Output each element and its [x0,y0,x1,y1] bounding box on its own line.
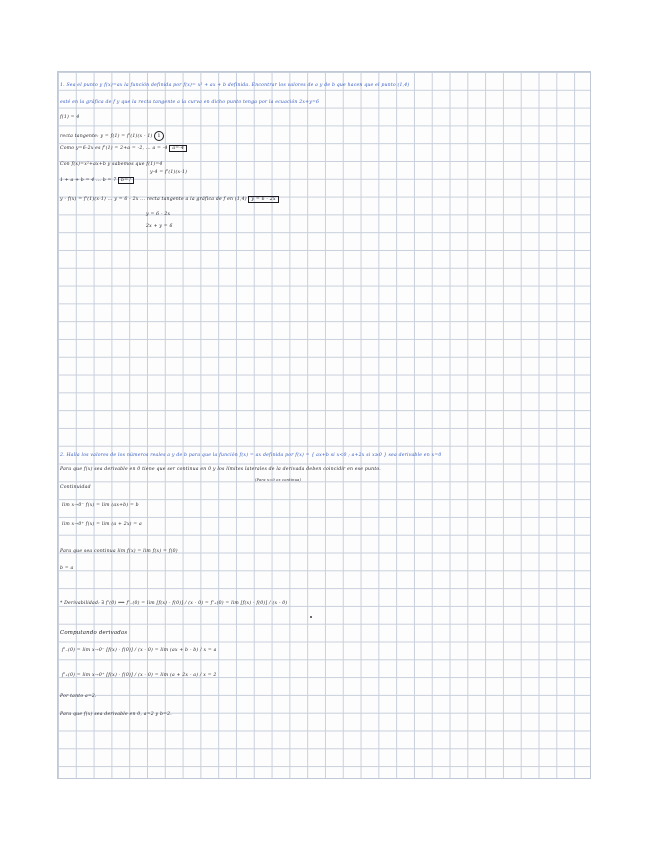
ex1-answer-a-box: a=-4 [169,145,187,152]
ex1-step-4: Con f(x)=x²+ax+b y sabemos que f(1)=4 [60,162,163,167]
ex1-step-8: 2x + y = 6 [146,224,173,229]
ex1-tangent-box: y = 6 - 2x [248,196,278,203]
ex2-conclusion-2: Para que f(x) sea derivable en 0, a=2 y b=2. [60,712,172,717]
ex1-step-2-text: recta tangente: y = f(1) = f'(1)(x - 1) [60,134,153,139]
ex1-step-5 [60,178,134,184]
ex1-circle-mark: 1 [154,131,164,141]
ex1-answer-b-box: b=7 [118,177,134,184]
exercise1-statement-line1: 1. Sea el punto y f(x)=ax la función definida por f(x)= x² + ax + b definida. Encontrar los valores de a y de b que hacen que el punto (1,4) [60,83,410,88]
ex2-cont-condition: Para que sea continua lim f(x) = lim f(x) = f(0) [60,549,178,554]
ex1-step-3-text: Como y=6-2x es f'(1) = 2+a = -2, ... a = -4 [60,146,168,151]
ex1-note-top: y-4 = f'(1)(x-1) [150,170,188,175]
ex2-cont-result: b = a [60,566,74,571]
ex2-lim-left: lim x→0⁻ f(x) = lim (ax+b) = b [62,503,139,508]
exercise1-statement-line2: esté en la gráfica de f y que la recta tangente a la curva en dicho punto tenga por la ecuación 2x+y=6 [60,100,320,105]
ex2-deriv-left: f'₋(0) = lim x→0⁻ [f(x) - f(0)] / (x - 0) = lim (ax + b - b) / x = a [62,648,217,653]
pen-dot [310,616,312,618]
exercise2-statement: 2. Halla los valores de los números reales a y de b para que la función f(x) = ax definida por f(x) = { ax+b si x<0 ; a+2x si x≥0 } sea derivable en x=0 [60,453,442,458]
ex2-conclusion-1: Por tanto a=2. [60,694,97,699]
ex1-step-6-text: y - f(x) = f'(1)(x-1) ... y = 6 - 2x ... recta tangente a la gráfica de f en (1,4) [60,197,247,202]
ex2-intro: Para que f(x) sea derivable en 0 tiene que ser continua en 0 y los límites laterales de la derivada deben coincidir en ese punto. [60,467,381,472]
ex2-derivability: * Derivabilidad: ∃ f'(0) ⟺ f'₋(0) = lim [f(x) - f(0)] / (x - 0) = f'₊(0) = lim [f(x) - f(0)] / (x - 0) [60,601,288,606]
ex1-step-2 [60,131,164,141]
ex2-side-note: (Para x=0 es continua) [255,478,302,482]
ex1-step-1: f(1) = 4 [60,115,80,120]
ex1-step-5-text: 1 + a + b = 4 ... b = 7 [60,178,117,183]
ex2-deriv-right: f'₊(0) = lim x→0⁺ [f(x) - f(0)] / (x - 0) = lim (a + 2x - a) / x = 2 [62,673,217,678]
ex1-step-7: y = 6 - 2x [146,212,171,217]
ex2-continuity-title: Continuidad [60,485,91,490]
ex2-computing-title: Computando derivadas [60,630,128,636]
ex1-step-6 [60,197,279,203]
ex1-step-3 [60,146,187,152]
ex2-lim-right: lim x→0⁺ f(x) = lim (a + 2x) = a [62,522,142,527]
